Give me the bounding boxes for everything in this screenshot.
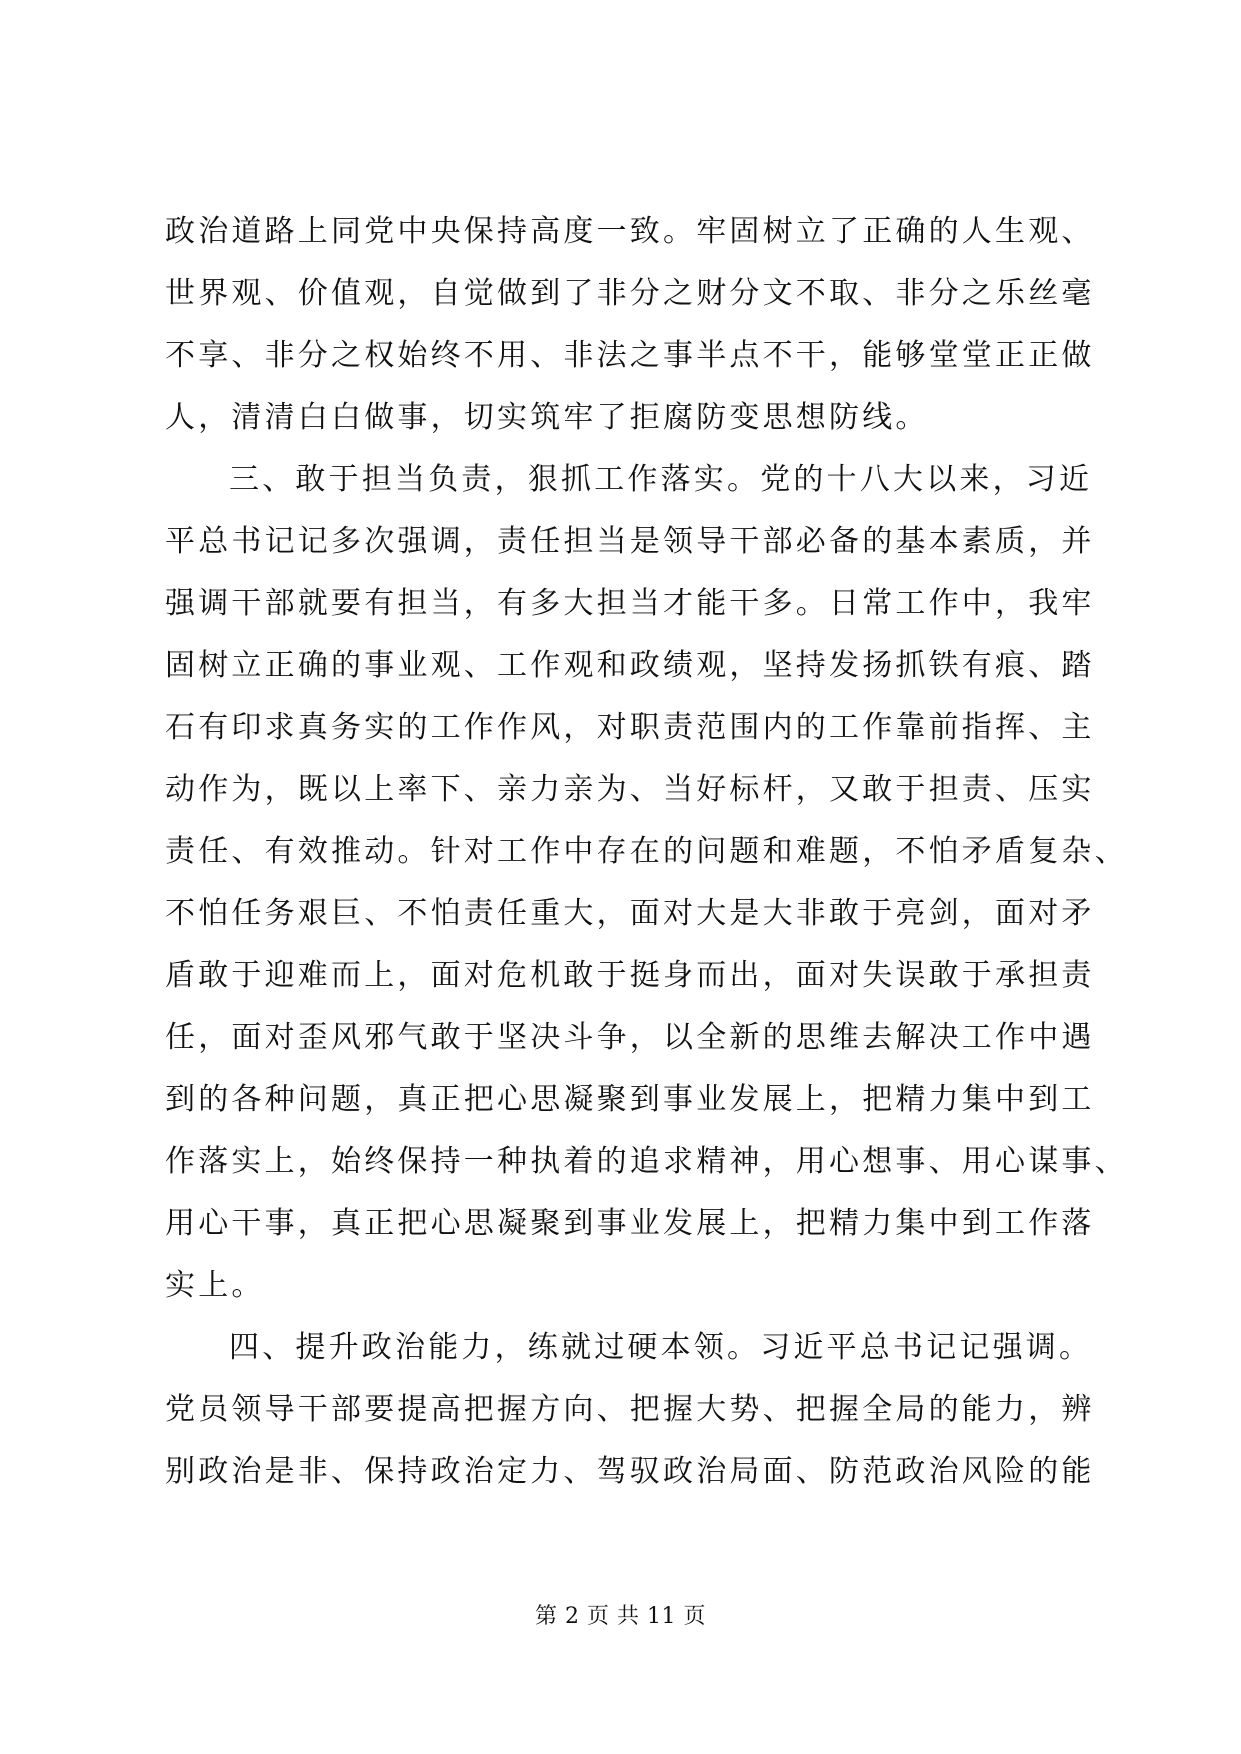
paragraph-3-heading-line: 三、敢于担当负责，狠抓工作落实。党的十八大以来，习近 xyxy=(229,462,1093,497)
text-line: 动作为，既以上率下、亲力亲为、当好标杆，又敢于担责、压实 xyxy=(165,772,1095,807)
text-line: 盾敢于迎难而上，面对危机敢于挺身而出，面对失误敢于承担责 xyxy=(165,958,1095,993)
text-line: 石有印求真务实的工作作风，对职责范围内的工作靠前指挥、主 xyxy=(165,710,1095,745)
text-line: 作落实上，始终保持一种执着的追求精神，用心想事、用心谋事、 xyxy=(165,1144,1128,1179)
text-line: 任，面对歪风邪气敢于坚决斗争，以全新的思维去解决工作中遇 xyxy=(165,1020,1095,1055)
page-footer xyxy=(0,1603,1241,1631)
text-line: 用心干事，真正把心思凝聚到事业发展上，把精力集中到工作落 xyxy=(165,1206,1095,1241)
text-line: 世界观、价值观，自觉做到了非分之财分文不取、非分之乐丝毫 xyxy=(165,276,1095,311)
body-text xyxy=(165,201,1128,1503)
text-line: 人，清清白白做事，切实筑牢了拒腐防变思想防线。 xyxy=(165,400,929,435)
text-line: 平总书记记多次强调，责任担当是领导干部必备的基本素质，并 xyxy=(165,524,1095,559)
text-line: 政治道路上同党中央保持高度一致。牢固树立了正确的人生观、 xyxy=(165,214,1095,249)
text-line: 党员领导干部要提高把握方向、把握大势、把握全局的能力，辨 xyxy=(165,1392,1095,1427)
text-line: 不怕任务艰巨、不怕责任重大，面对大是大非敢于亮剑，面对矛 xyxy=(165,896,1095,931)
page-number-label: 第 2 页 共 11 页 xyxy=(535,1604,706,1629)
text-line: 强调干部就要有担当，有多大担当才能干多。日常工作中，我牢 xyxy=(165,586,1095,621)
text-line: 实上。 xyxy=(165,1268,265,1303)
paragraph-4-heading-line: 四、提升政治能力，练就过硬本领。习近平总书记记强调。 xyxy=(229,1330,1093,1365)
text-line: 固树立正确的事业观、工作观和政绩观，坚持发扬抓铁有痕、踏 xyxy=(165,648,1095,683)
text-line: 别政治是非、保持政治定力、驾驭政治局面、防范政治风险的能 xyxy=(165,1454,1095,1489)
text-line: 责任、有效推动。针对工作中存在的问题和难题，不怕矛盾复杂、 xyxy=(165,834,1128,869)
text-line: 不享、非分之权始终不用、非法之事半点不干，能够堂堂正正做 xyxy=(165,338,1095,373)
text-line: 到的各种问题，真正把心思凝聚到事业发展上，把精力集中到工 xyxy=(165,1082,1095,1117)
